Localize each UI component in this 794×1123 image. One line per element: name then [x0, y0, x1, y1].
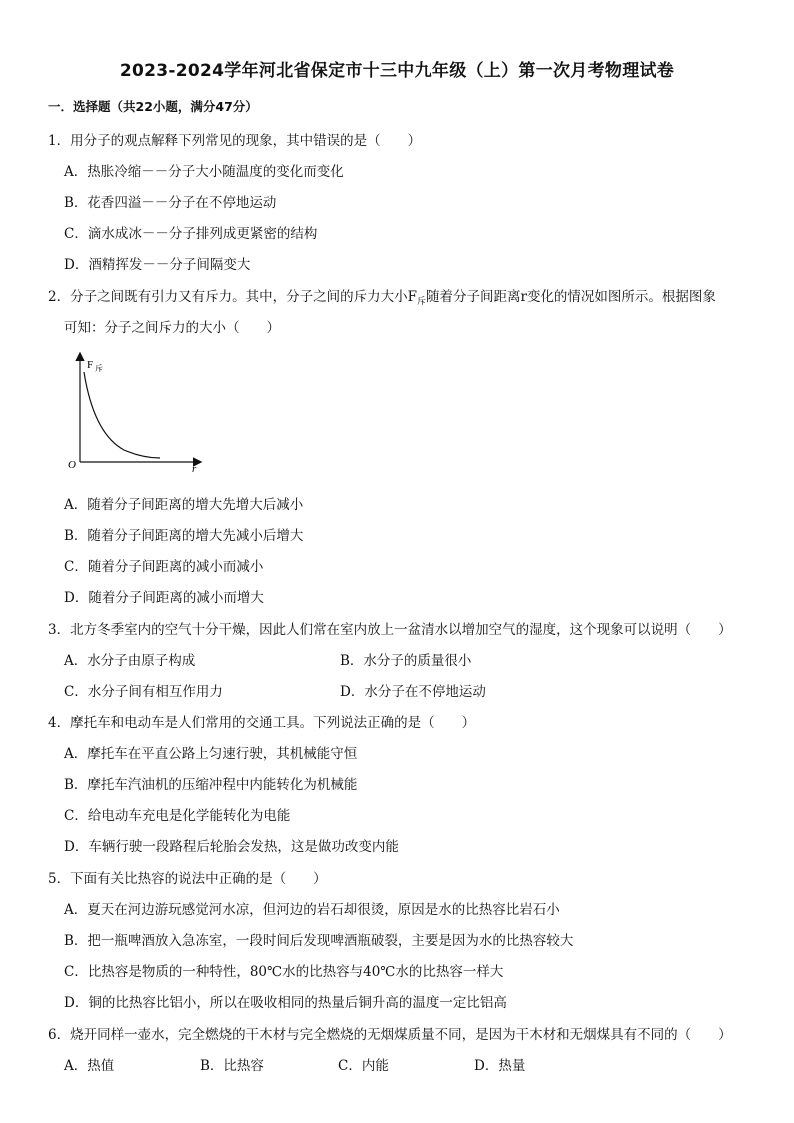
question-5-stem: 5．下面有关比热容的说法中正确的是（ ） — [48, 871, 327, 887]
y-axis-label-subscript: 斥 — [95, 364, 103, 373]
repulsion-force-graph — [62, 350, 212, 475]
question-4-stem: 4．摩托车和电动车是人们常用的交通工具。下列说法正确的是（ ） — [48, 715, 476, 731]
question-2-stem-subscript: 斥 — [416, 297, 426, 307]
question-3-option-c[interactable]: C．水分子间有相互作用力 — [64, 684, 223, 700]
question-3-stem: 3．北方冬季室内的空气十分干燥，因此人们常在室内放上一盆清水以增加空气的湿度，这个现象可以说明（ ） — [48, 622, 732, 638]
question-1-option-d[interactable]: D．酒精挥发－－分子间隔变大 — [64, 257, 251, 273]
question-3-option-d[interactable]: D．水分子在不停地运动 — [340, 684, 486, 700]
question-4-option-d[interactable]: D．车辆行驶一段路程后轮胎会发热，这是做功改变内能 — [64, 839, 399, 855]
question-4-option-c[interactable]: C．给电动车充电是化学能转化为电能 — [64, 808, 291, 824]
question-1-option-b[interactable]: B．花香四溢－－分子在不停地运动 — [64, 195, 277, 211]
force-curve — [84, 372, 160, 458]
exam-title: 2023-2024学年河北省保定市十三中九年级（上）第一次月考物理试卷 — [119, 61, 675, 81]
question-2-stem-part1: 2．分子之间既有引力又有斥力。其中，分子之间的斥力大小F — [48, 289, 417, 305]
question-5-option-a[interactable]: A．夏天在河边游玩感觉河水凉，但河边的岩石却很烫，原因是水的比热容比岩石小 — [64, 902, 560, 918]
question-1-stem: 1．用分子的观点解释下列常见的现象，其中错误的是（ ） — [48, 133, 422, 149]
question-2-option-c[interactable]: C．随着分子间距离的减小而减小 — [64, 559, 264, 575]
question-2-stem-line2: 可知：分子之间斥力的大小（ ） — [64, 320, 280, 336]
question-5-option-b[interactable]: B．把一瓶啤酒放入急冻室，一段时间后发现啤酒瓶破裂，主要是因为水的比热容较大 — [64, 933, 574, 949]
question-3-option-b[interactable]: B．水分子的质量很小 — [340, 653, 472, 669]
question-6-stem: 6．烧开同样一壶水，完全燃烧的干木材与完全燃烧的无烟煤质量不同，是因为干木材和无烟煤具有不同的（ ） — [48, 1027, 732, 1043]
question-4-option-b[interactable]: B．摩托车汽油机的压缩冲程中内能转化为机械能 — [64, 777, 358, 793]
question-2-option-b[interactable]: B．随着分子间距离的增大先减小后增大 — [64, 528, 304, 544]
x-axis-label: r — [192, 463, 197, 475]
question-5-option-d[interactable]: D．铜的比热容比铝小，所以在吸收相同的热量后铜升高的温度一定比铝高 — [64, 995, 507, 1011]
question-2-stem — [48, 285, 758, 307]
question-6-option-a[interactable]: A．热值 — [64, 1058, 115, 1074]
question-3-option-a[interactable]: A．水分子由原子构成 — [64, 653, 196, 669]
question-1-option-a[interactable]: A．热胀冷缩－－分子大小随温度的变化而变化 — [64, 164, 344, 180]
question-6-option-b[interactable]: B．比热容 — [200, 1058, 264, 1074]
question-2-option-d[interactable]: D．随着分子间距离的减小而增大 — [64, 590, 264, 606]
question-4-option-a[interactable]: A．摩托车在平直公路上匀速行驶，其机械能守恒 — [64, 746, 358, 762]
origin-label: O — [68, 459, 76, 471]
question-2-option-a[interactable]: A．随着分子间距离的增大先增大后减小 — [64, 497, 304, 513]
question-1-option-c[interactable]: C．滴水成冰－－分子排列成更紧密的结构 — [64, 226, 318, 242]
question-5-option-c[interactable]: C．比热容是物质的一种特性，80℃水的比热容与40℃水的比热容一样大 — [64, 964, 504, 980]
question-2-stem-part2: 随着分子间距离r变化的情况如图所示。根据图象 — [425, 289, 716, 305]
section-heading: 一．选择题（共22小题，满分47分） — [48, 99, 258, 114]
question-6-option-c[interactable]: C．内能 — [338, 1058, 389, 1074]
y-axis-label: F — [87, 359, 94, 371]
question-6-option-d[interactable]: D．热量 — [474, 1058, 526, 1074]
